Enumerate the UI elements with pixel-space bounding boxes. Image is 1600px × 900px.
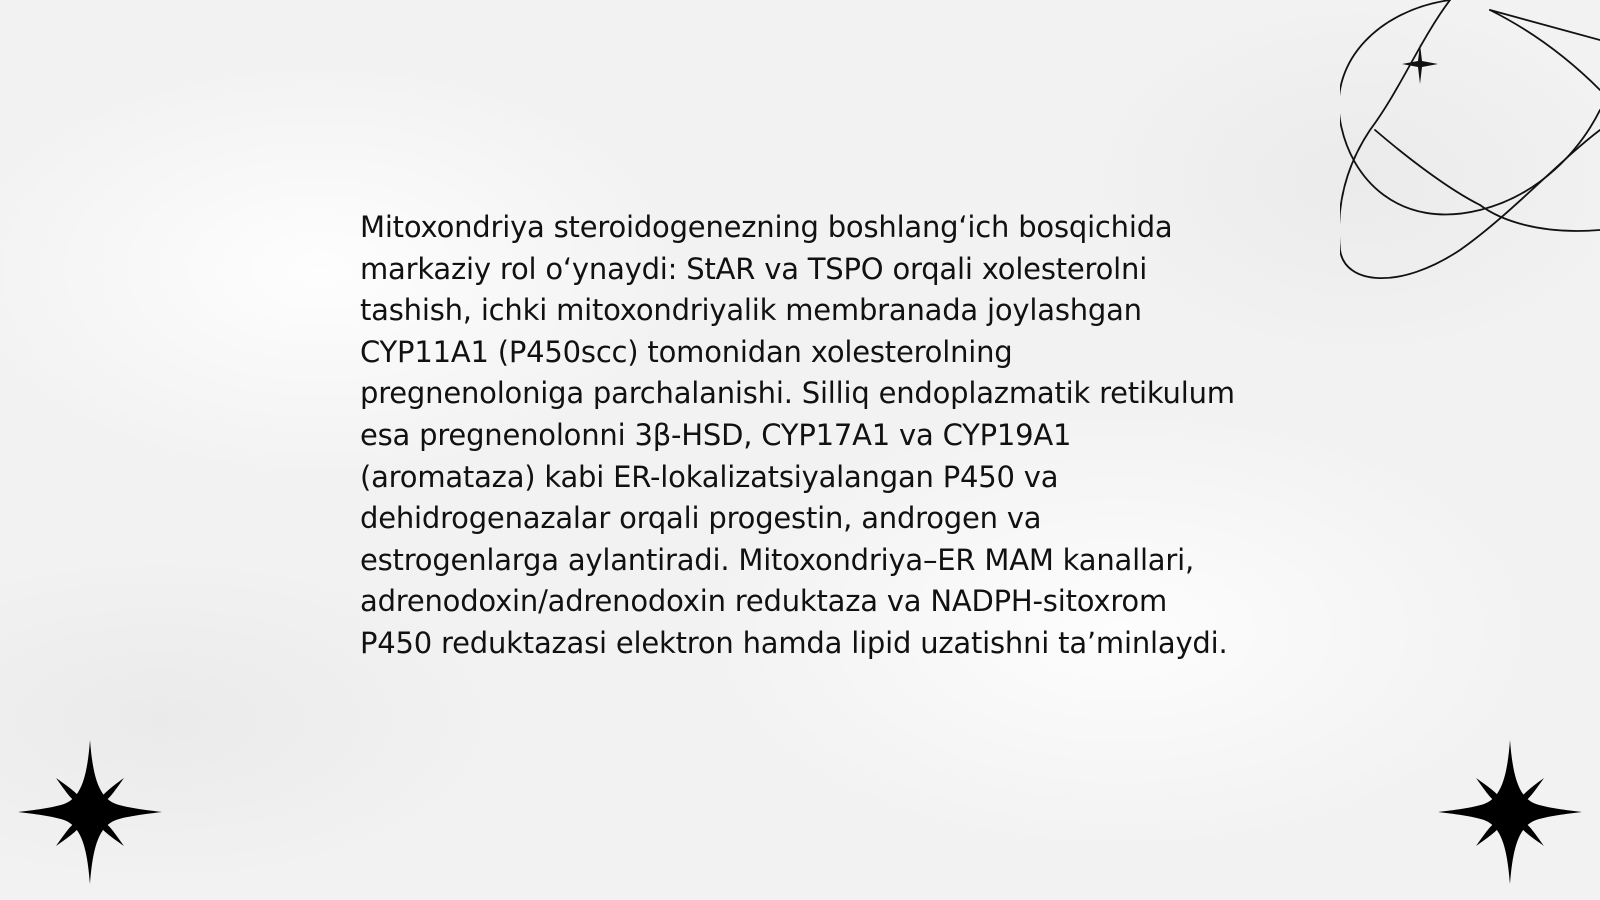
- four-point-star-icon: [1438, 740, 1582, 884]
- four-point-star-icon: [18, 740, 162, 884]
- slide-body-text: Mitoxondriya steroidogenezning boshlang‘ich bosqichida markaziy rol o‘ynaydi: StAR va TSPO orqali xolesterolni tashish, ichki mitoxondriyalik membranada joylashgan CYP11A1 (P450scc) tomonidan xolesterolning pregnenoloniga parchalanishi. Silliq endoplazmatik retikulum esa pregnenolonni 3β-HSD, CYP17A1 va CYP19A1 (aromataza) kabi ER-lokalizatsiyalangan P450 va dehidrogenazalar orqali progestin, androgen va estrogenlarga aylantiradi. Mitoxondriya–ER MAM kanallari, adrenodoxin/adrenodoxin reduktaza va NADPH-sitoxrom P450 reduktazasi elektron hamda lipid uzatishni ta’minlaydi.: [360, 210, 1235, 660]
- orbit-swirl-icon: [1340, 0, 1600, 300]
- sparkle-icon: [1402, 44, 1438, 84]
